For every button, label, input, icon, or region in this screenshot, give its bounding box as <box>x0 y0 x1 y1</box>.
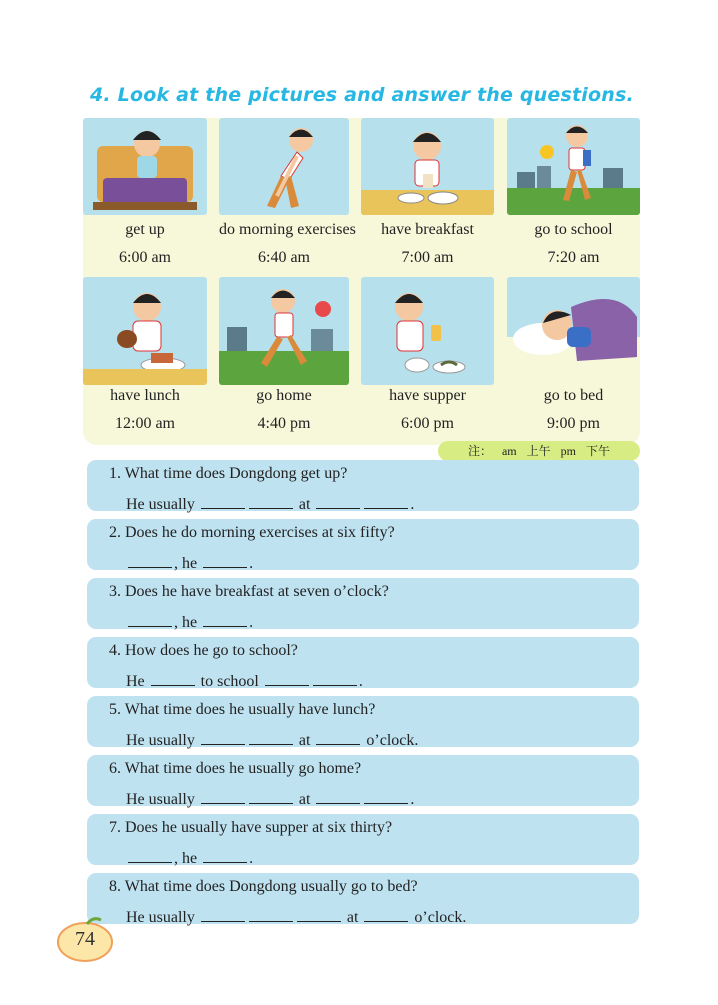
answer-blank[interactable] <box>128 848 172 863</box>
answer-blank[interactable] <box>249 494 293 509</box>
answer-blank[interactable] <box>203 848 247 863</box>
note-am-meaning: 上午 <box>526 444 551 458</box>
question-box <box>87 873 639 924</box>
answer-line: He to school . <box>126 673 363 690</box>
answer-blank[interactable] <box>316 730 360 745</box>
question-text: 6. What time does he usually go home? <box>109 760 362 777</box>
boy-walking-to-school-image <box>507 118 640 215</box>
activity-time: 6:40 am <box>258 249 310 266</box>
activity-time: 7:20 am <box>547 249 600 266</box>
activity-time: 6:00 pm <box>401 415 454 432</box>
answer-blank[interactable] <box>297 907 341 922</box>
question-text: 5. What time does he usually have lunch? <box>109 701 376 718</box>
answer-blank[interactable] <box>249 730 293 745</box>
page-number-badge <box>55 916 115 962</box>
answer-line: , he . <box>126 553 253 573</box>
answer-blank[interactable] <box>201 907 245 922</box>
activity-time: 6:00 am <box>119 249 171 266</box>
activity-time: 12:00 am <box>115 415 175 432</box>
answer-blank[interactable] <box>201 494 245 509</box>
answer-blank[interactable] <box>249 907 293 922</box>
answer-blank[interactable] <box>364 907 408 922</box>
question-text: 1. What time does Dongdong get up? <box>109 465 348 482</box>
boy-sleeping-image <box>507 277 640 385</box>
boy-eating-breakfast-image <box>361 118 494 215</box>
question-text: 3. Does he have breakfast at seven o’clock? <box>109 583 389 600</box>
activity-card <box>83 118 207 278</box>
answer-blank[interactable] <box>201 789 245 804</box>
question-text: 7. Does he usually have supper at six thirty? <box>109 819 393 836</box>
answer-blank[interactable] <box>249 789 293 804</box>
boy-going-home-image <box>219 277 349 385</box>
answer-blank[interactable] <box>316 789 360 804</box>
activity-time: 7:00 am <box>401 249 454 266</box>
answer-blank[interactable] <box>364 494 408 509</box>
boy-getting-up-from-bed-image <box>83 118 207 215</box>
activity-label: go to school <box>534 221 613 238</box>
activity-label: have supper <box>389 387 466 404</box>
note-prefix: 注： <box>467 444 492 458</box>
note-pm: pm <box>560 444 577 458</box>
exercise-title: 4. Look at the pictures and answer the questions. <box>90 84 634 106</box>
boy-having-supper-image <box>361 277 494 385</box>
activity-card <box>507 277 640 437</box>
question-box <box>87 814 639 865</box>
answer-blank[interactable] <box>203 612 247 627</box>
activity-label: have breakfast <box>381 221 474 238</box>
question-text: 8. What time does Dongdong usually go to bed? <box>109 878 418 895</box>
answer-blank[interactable] <box>265 671 309 686</box>
activity-card <box>507 118 640 278</box>
answer-line: , he . <box>126 848 253 868</box>
answer-blank[interactable] <box>316 494 360 509</box>
question-box <box>87 578 639 629</box>
answer-blank[interactable] <box>313 671 357 686</box>
activity-time: 9:00 pm <box>547 415 600 432</box>
activity-time: 4:40 pm <box>257 415 311 432</box>
question-box <box>87 637 639 688</box>
answer-blank[interactable] <box>203 553 247 568</box>
question-text: 2. Does he do morning exercises at six fifty? <box>109 524 395 541</box>
answer-blank[interactable] <box>128 553 172 568</box>
activity-card <box>83 277 207 437</box>
answer-line: He usually at o’clock. <box>126 909 467 926</box>
question-box <box>87 519 639 570</box>
note-pm-meaning: 下午 <box>586 444 611 458</box>
activity-label: do morning exercises <box>219 221 356 238</box>
activity-label: have lunch <box>110 387 180 404</box>
note-am: am <box>501 444 517 458</box>
activity-label: get up <box>125 221 165 238</box>
activity-card <box>361 277 494 437</box>
answer-line: , he . <box>126 612 253 632</box>
activity-card <box>219 118 356 278</box>
activity-label: go home <box>256 387 312 404</box>
activity-label: go to bed <box>543 387 604 404</box>
answer-line: He usually at o’clock. <box>126 732 419 749</box>
answer-blank[interactable] <box>128 612 172 627</box>
boy-eating-lunch-image <box>83 277 207 385</box>
question-box <box>87 460 639 511</box>
boy-doing-exercises-image <box>219 118 349 215</box>
question-text: 4. How does he go to school? <box>109 642 298 659</box>
activity-card <box>219 277 349 437</box>
answer-line: He usually at . <box>126 791 415 808</box>
answer-blank[interactable] <box>151 671 195 686</box>
activity-card <box>361 118 494 278</box>
page-number: 74 <box>75 928 95 950</box>
am-pm-note <box>438 441 640 461</box>
question-box <box>87 696 639 747</box>
activity-panel <box>83 118 640 445</box>
answer-line: He usually at . <box>126 496 415 513</box>
answer-blank[interactable] <box>201 730 245 745</box>
question-box <box>87 755 639 806</box>
answer-blank[interactable] <box>364 789 408 804</box>
